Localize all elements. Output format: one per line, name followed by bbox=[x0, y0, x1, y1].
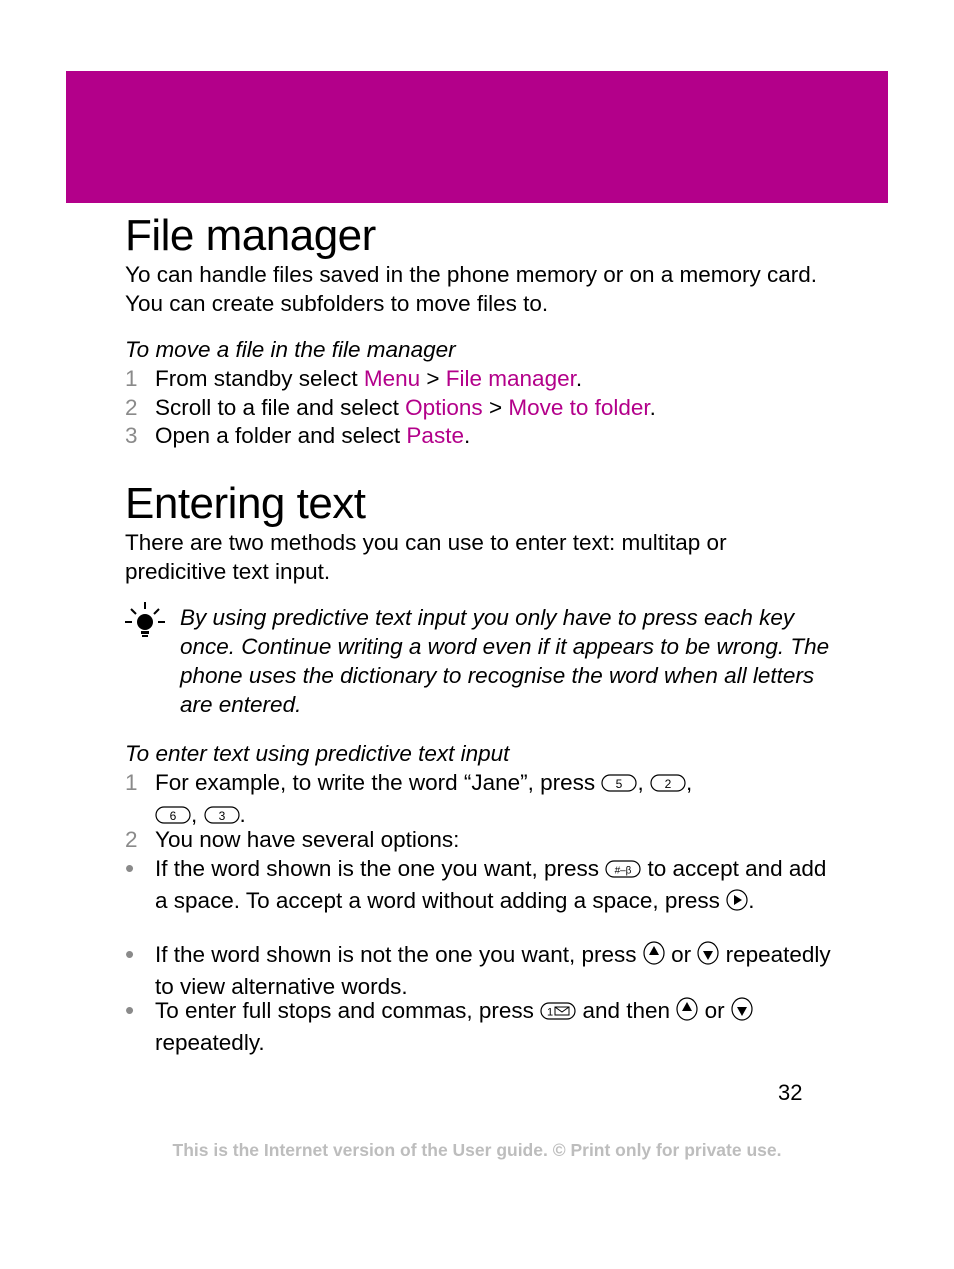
bullet-text: repeatedly. bbox=[155, 1030, 265, 1055]
separator: > bbox=[482, 395, 509, 420]
paste-link[interactable]: Paste bbox=[406, 423, 464, 448]
key-2-icon bbox=[650, 771, 686, 800]
bullet-text: If the word shown is not the one you want, press bbox=[155, 942, 637, 967]
bullet-text: and then bbox=[582, 998, 671, 1023]
comma: , bbox=[637, 770, 644, 795]
period: . bbox=[748, 888, 755, 913]
or-text: or bbox=[704, 998, 725, 1023]
step-number: 1 bbox=[125, 770, 138, 795]
step-number: 3 bbox=[125, 423, 138, 448]
svg-text:5: 5 bbox=[616, 777, 623, 791]
or-text: or bbox=[671, 942, 692, 967]
bullet-text: If the word shown is the one you want, press bbox=[155, 856, 599, 881]
bullet-text: to accept and add a space. To accept a word without adding a space, press bbox=[155, 856, 827, 913]
period: . bbox=[575, 366, 583, 391]
options-link[interactable]: Options bbox=[405, 395, 483, 420]
menu-link[interactable]: Menu bbox=[363, 366, 421, 391]
bullet-text: To enter full stops and commas, press bbox=[155, 998, 534, 1023]
svg-text:1: 1 bbox=[547, 1006, 554, 1019]
bullet-icon: • bbox=[125, 995, 135, 1025]
separator: > bbox=[420, 366, 446, 391]
tip-text: By using predictive text input you only have to press each key once. Continue writing a word even if it appears to be wrong. The phone uses the dictionary to recognise the word when all letters are entered. bbox=[180, 605, 830, 717]
file-manager-link[interactable]: File manager bbox=[445, 366, 576, 391]
step-text: For example, to write the word “Jane”, press bbox=[155, 770, 596, 795]
section-title-entering-text: Entering text bbox=[125, 479, 366, 528]
step-text: Open a folder and select bbox=[155, 423, 407, 448]
entering-text-intro: There are two methods you can use to enter text: multitap or predicitive text input. bbox=[125, 530, 727, 584]
svg-text:6: 6 bbox=[169, 809, 177, 823]
svg-text:3: 3 bbox=[218, 809, 225, 823]
lightbulb-tip-icon bbox=[125, 600, 167, 645]
footer-notice: This is the Internet version of the User guide. © Print only for private use. bbox=[172, 1140, 782, 1160]
bullet-text: repeatedly to view alternative words. bbox=[155, 942, 831, 999]
period: . bbox=[239, 802, 246, 827]
period: . bbox=[649, 395, 656, 420]
nav-right-key-icon bbox=[726, 889, 748, 918]
section-title-file-manager: File manager bbox=[125, 211, 376, 260]
hash-key-icon bbox=[605, 857, 641, 886]
period: . bbox=[463, 423, 471, 448]
move-to-folder-link[interactable]: Move to folder bbox=[508, 395, 650, 420]
file-manager-intro: Yo can handle files saved in the phone memory or on a memory card. You can create subfolders to move files to. bbox=[125, 262, 818, 316]
step-number: 1 bbox=[125, 366, 138, 391]
svg-text:2: 2 bbox=[664, 777, 672, 791]
step-text: From standby select bbox=[155, 366, 364, 391]
key-5-icon bbox=[601, 771, 637, 800]
step-text: Scroll to a file and select bbox=[155, 395, 406, 420]
step-text: You now have several options: bbox=[155, 827, 460, 852]
comma: , bbox=[685, 770, 693, 795]
step-number: 2 bbox=[125, 827, 138, 852]
nav-down-key-icon bbox=[731, 997, 753, 1028]
bullet-icon: • bbox=[125, 939, 135, 969]
nav-up-key-icon bbox=[643, 941, 665, 972]
nav-up-key-icon bbox=[676, 997, 698, 1028]
page-number: 32 bbox=[778, 1080, 803, 1105]
bullet-icon: • bbox=[125, 853, 135, 883]
predictive-subheading: To enter text using predictive text input bbox=[125, 741, 510, 766]
header-banner bbox=[66, 71, 888, 203]
key-1-icon bbox=[540, 999, 576, 1028]
comma: , bbox=[191, 802, 198, 827]
file-manager-subheading: To move a file in the file manager bbox=[125, 337, 456, 362]
nav-down-key-icon bbox=[697, 941, 719, 972]
step-number: 2 bbox=[125, 395, 138, 420]
svg-text:#–β: #–β bbox=[614, 865, 632, 877]
